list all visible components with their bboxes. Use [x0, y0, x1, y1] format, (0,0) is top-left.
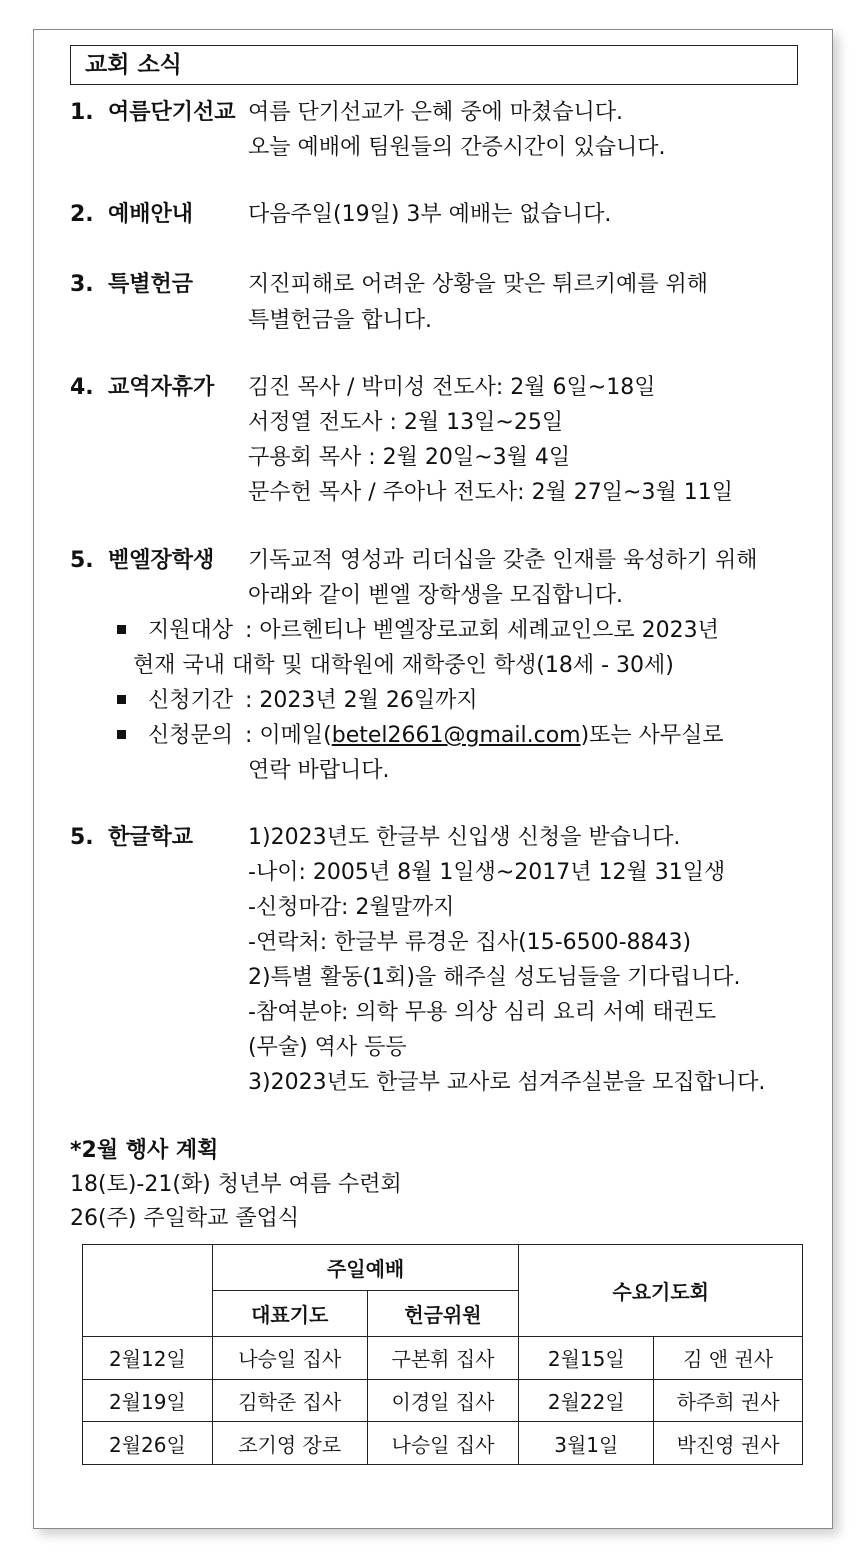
- events-line-2: 26(주) 주일학교 졸업식: [70, 1206, 300, 1231]
- email-link[interactable]: betel2661@gmail.com: [331, 723, 581, 748]
- section-title: 교회 소식: [70, 45, 798, 85]
- events-line-1: 18(토)-21(화) 청년부 여름 수련회: [70, 1172, 402, 1197]
- offering-cell: 나승일 집사: [367, 1422, 519, 1465]
- item-6-line-7: (무술) 역사 등등: [248, 1035, 407, 1060]
- bullet-3-prefix: : 이메일(: [245, 723, 332, 748]
- prayer-cell: 조기영 장로: [212, 1422, 367, 1465]
- wednesday-date-cell: 3월1일: [519, 1422, 654, 1465]
- item-3-line-1: 지진피해로 어려운 상황을 맞은 튀르키예를 위해: [248, 272, 709, 297]
- prayer-cell: 김학준 집사: [212, 1379, 367, 1422]
- item-6-line-4: -연락처: 한글부 류경운 집사(15-6500-8843): [248, 930, 692, 955]
- bullet-3-label: 신청문의: [148, 723, 234, 748]
- wednesday-date-cell: 2월22일: [519, 1379, 654, 1422]
- item-5-line-2: 아래와 같이 벧엘 장학생을 모집합니다.: [248, 583, 623, 608]
- item-1-line-1: 여름 단기선교가 은혜 중에 마쳤습니다.: [248, 100, 623, 125]
- wednesday-date-cell: 2월15일: [519, 1337, 654, 1380]
- offering-cell: 이경일 집사: [367, 1379, 519, 1422]
- representative-prayer-header: 대표기도: [212, 1291, 367, 1337]
- item-2-number: 2.: [70, 202, 94, 227]
- bullet-1-text: : 아르헨티나 벧엘장로교회 세례교인으로 2023년: [245, 618, 719, 643]
- bullet-1-label: 지원대상: [148, 618, 234, 643]
- sunday-service-header: 주일예배: [212, 1245, 519, 1291]
- sunday-date-cell: 2월12일: [83, 1337, 213, 1380]
- wednesday-leader-cell: 하주희 권사: [654, 1379, 803, 1422]
- item-5-number: 5.: [70, 548, 94, 573]
- item-6-line-8: 3)2023년도 한글부 교사로 섬겨주실분을 모집합니다.: [248, 1070, 766, 1095]
- table-row: [83, 1422, 803, 1465]
- bullet-icon: [117, 695, 126, 704]
- bullet-1-continuation: 현재 국내 대학 및 대학원에 재학중인 학생(18세 - 30세): [133, 653, 674, 678]
- item-6-line-1: 1)2023년도 한글부 신입생 신청을 받습니다.: [248, 825, 681, 850]
- item-6-line-3: -신청마감: 2월말까지: [248, 895, 455, 920]
- item-6-line-6: -참여분야: 의학 무용 의상 심리 요리 서예 태권도: [248, 1000, 717, 1025]
- offering-committee-header: 헌금위원: [367, 1291, 519, 1337]
- events-title: *2월 행사 계획: [70, 1138, 219, 1163]
- item-2-label: 예배안내: [108, 202, 194, 227]
- table-row: [83, 1337, 803, 1380]
- bullet-2-label: 신청기간: [148, 688, 234, 713]
- bullet-3-suffix: )또는 사무실로: [580, 723, 724, 748]
- bullet-3-text: [245, 723, 724, 749]
- table-corner-cell: [83, 1245, 213, 1337]
- item-4-number: 4.: [70, 375, 94, 400]
- sunday-date-cell: 2월19일: [83, 1379, 213, 1422]
- table-row: [83, 1379, 803, 1422]
- offering-cell: 구본휘 집사: [367, 1337, 519, 1380]
- bullet-3-continuation: 연락 바랍니다.: [248, 758, 390, 783]
- bullet-icon: [117, 625, 126, 634]
- prayer-cell: 나승일 집사: [212, 1337, 367, 1380]
- sunday-date-cell: 2월26일: [83, 1422, 213, 1465]
- item-5-line-1: 기독교적 영성과 리더십을 갖춘 인재를 육성하기 위해: [248, 548, 758, 573]
- bullet-icon: [117, 730, 126, 739]
- item-6-number: 5.: [70, 825, 94, 850]
- service-schedule-table: [82, 1244, 803, 1465]
- bullet-2-text: : 2023년 2월 26일까지: [245, 688, 478, 713]
- item-6-line-2: -나이: 2005년 8월 1일생~2017년 12월 31일생: [248, 860, 726, 885]
- item-5-label: 벧엘장학생: [108, 548, 215, 573]
- item-3-line-2: 특별헌금을 합니다.: [248, 308, 433, 333]
- item-4-line-3: 구용회 목사 : 2월 20일~3월 4일: [248, 445, 571, 470]
- item-1-line-2: 오늘 예배에 팀원들의 간증시간이 있습니다.: [248, 135, 666, 160]
- item-2-line-1: 다음주일(19일) 3부 예배는 없습니다.: [248, 202, 612, 227]
- wednesday-leader-cell: 박진영 권사: [654, 1422, 803, 1465]
- item-3-label: 특별헌금: [108, 272, 194, 297]
- item-3-number: 3.: [70, 272, 94, 297]
- wednesday-prayer-header: 수요기도회: [519, 1245, 803, 1337]
- item-4-label: 교역자휴가: [108, 375, 215, 400]
- wednesday-leader-cell: 김 앤 권사: [654, 1337, 803, 1380]
- item-4-line-1: 김진 목사 / 박미성 전도사: 2월 6일~18일: [248, 375, 656, 400]
- item-6-line-5: 2)특별 활동(1회)을 해주실 성도님들을 기다립니다.: [248, 965, 741, 990]
- item-1-label: 여름단기선교: [108, 100, 236, 125]
- item-4-line-2: 서정열 전도사 : 2월 13일~25일: [248, 410, 564, 435]
- item-1-number: 1.: [70, 100, 94, 125]
- item-4-line-4: 문수헌 목사 / 주아나 전도사: 2월 27일~3월 11일: [248, 480, 733, 505]
- item-6-label: 한글학교: [108, 825, 194, 850]
